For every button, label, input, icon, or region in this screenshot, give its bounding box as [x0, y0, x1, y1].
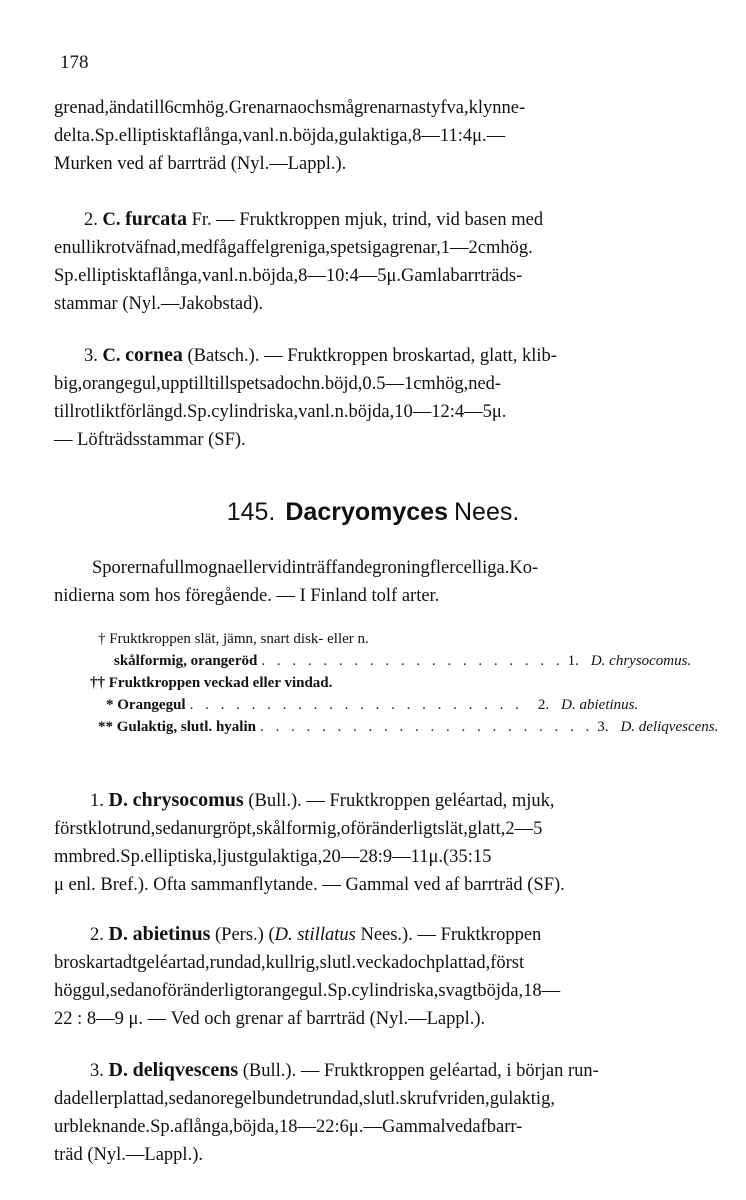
word: elliptiskt — [78, 266, 143, 286]
word: ända — [108, 98, 144, 118]
word: oföränderligt — [152, 981, 249, 1001]
heading-genus: Dacryomyces — [285, 498, 448, 526]
entry-text: (Pers.) ( — [215, 925, 275, 945]
word: sedan — [168, 1089, 211, 1109]
word: Sp. — [54, 266, 79, 286]
word: eller — [234, 558, 268, 578]
word: och — [297, 98, 325, 118]
key-text: † Fruktkroppen slät, jämn, snart disk- eller n. — [98, 631, 369, 647]
word: ullik — [71, 238, 106, 258]
text-line: nidierna som hos föregående. — I Finland tolf arter. — [54, 586, 440, 606]
text-line — [54, 1085, 714, 1113]
word: först — [490, 953, 525, 973]
word: Ko- — [509, 558, 539, 578]
entry-text: Fr. — Fruktkroppen mjuk, trind, vid basen med — [191, 210, 544, 230]
text-line: 22 : 8—9 μ. — Ved och grenar af barrträd (Nyl.—Lappl.). — [54, 1009, 486, 1029]
word: upptill — [160, 374, 210, 394]
entry-text: (Bull.). — Fruktkroppen geléartad, i början run- — [242, 1061, 599, 1081]
word: mm — [54, 847, 83, 867]
word: elliptiska, — [144, 847, 217, 867]
entry-number: 3. — [90, 1061, 104, 1081]
word: rundad, — [307, 1089, 364, 1109]
key-leader-dots: . . . . . . . . . . . . . . . . . . . . — [261, 653, 564, 669]
word: eller — [80, 1089, 114, 1109]
word: ned- — [468, 374, 502, 394]
text-line — [54, 94, 714, 122]
species-entry-deliqvescens — [54, 1056, 714, 1169]
entry-text: Nees.). — Fruktkroppen — [360, 925, 542, 945]
word: cylindriska, — [211, 402, 299, 422]
key-leader-dots: . . . . . . . . . . . . . . . . . . . . . . — [259, 719, 594, 735]
intro-paragraph — [54, 94, 714, 178]
word: Sp. — [327, 981, 352, 1001]
text-line — [54, 1113, 714, 1141]
word: flercelliga. — [429, 558, 510, 578]
word: cylindriska, — [351, 981, 439, 1001]
key-row — [90, 716, 719, 738]
word: plattad, — [435, 953, 491, 973]
word: sedan — [155, 819, 198, 839]
word: spetsiga — [330, 238, 390, 258]
word: hög. — [500, 238, 533, 258]
word: skålformig, — [256, 819, 341, 839]
word: kullrig, — [265, 953, 320, 973]
word: : — [467, 847, 473, 867]
text-line — [54, 977, 714, 1005]
word: rundad, — [209, 953, 266, 973]
entry-number: 1. — [90, 791, 104, 811]
word: slät, — [437, 819, 468, 839]
genus-heading — [0, 498, 746, 527]
word: med — [180, 238, 213, 258]
page-number: 178 — [60, 52, 89, 73]
word: få — [212, 238, 228, 258]
species-key — [90, 628, 719, 738]
entry-first-line — [54, 786, 714, 815]
key-species: D. deliqvescens. — [620, 719, 719, 735]
genus-abbrev: C. — [102, 346, 121, 366]
text-line — [54, 234, 714, 262]
key-text: †† Fruktkroppen veckad eller vindad. — [90, 675, 333, 691]
word: μ. — [491, 402, 507, 422]
key-row — [90, 672, 690, 694]
word: 6 — [339, 1117, 349, 1137]
word: fullmogna — [158, 558, 235, 578]
word: vanl. — [201, 266, 239, 286]
genus-description — [54, 554, 712, 610]
word: urbleknande. — [54, 1117, 151, 1137]
word: μ. — [428, 847, 444, 867]
text-line — [54, 262, 714, 290]
key-number: 2. — [537, 697, 550, 713]
text-line — [54, 122, 714, 150]
key-row — [90, 628, 690, 650]
word: : — [377, 847, 383, 867]
heading-author: Nees. — [453, 498, 520, 526]
word: 8—10 — [298, 266, 345, 286]
word: böjda, — [252, 266, 299, 286]
word: tillspetsad — [209, 374, 285, 394]
word: Sp. — [120, 847, 145, 867]
word: 4 — [462, 126, 473, 146]
word: elliptiskt — [118, 126, 184, 146]
word: inträffande — [291, 558, 373, 578]
word: — — [363, 1117, 382, 1137]
word: hög, — [435, 374, 469, 394]
key-row — [90, 694, 690, 716]
word: styfva, — [418, 98, 469, 118]
word: gulaktiga, — [248, 847, 323, 867]
word: n. — [310, 374, 325, 394]
text-line — [54, 815, 714, 843]
genus-abbrev: D. — [108, 923, 128, 945]
word: böjda, — [348, 402, 395, 422]
word: cm — [173, 98, 197, 118]
word: aflånga, — [174, 1117, 234, 1137]
genus-abbrev: D. — [108, 789, 128, 811]
entry-number: 2. — [84, 210, 98, 230]
word: grenad, — [54, 98, 109, 118]
word: Sp. — [187, 402, 212, 422]
text-line: — Löfträdsstammar (SF). — [54, 430, 246, 450]
key-leader-dots: . . . . . . . . . . . . . . . . . . . . . . — [189, 697, 523, 713]
key-species: D. abietinus. — [561, 697, 639, 713]
word: grenar, — [389, 238, 441, 258]
synonym-name: D. stillatus — [274, 925, 356, 945]
word: Sp. — [94, 126, 119, 146]
word: ved — [445, 1117, 473, 1137]
key-species: D. chrysocomus. — [590, 653, 692, 669]
word: aflånga, — [183, 126, 243, 146]
entry-text: (Batsch.). — Fruktkroppen broskartad, glatt, klib- — [187, 346, 557, 366]
word: : — [457, 126, 463, 146]
text-line — [92, 554, 712, 582]
word: först — [54, 819, 88, 839]
word: 1—2 — [440, 238, 478, 258]
word: böjda, — [292, 126, 339, 146]
word: μ. — [472, 126, 487, 146]
word: klotrund, — [87, 819, 156, 839]
text-line: träd (Nyl.—Lappl.). — [54, 1145, 203, 1165]
word: och — [284, 374, 311, 394]
word: rotväfnad, — [105, 238, 181, 258]
word: delta. — [54, 126, 95, 146]
word: Sporerna — [92, 558, 159, 578]
genus-abbrev: C. — [102, 210, 121, 230]
word: sedan — [110, 981, 153, 1001]
species-entry-cornea — [54, 341, 714, 454]
word: svagt — [438, 981, 478, 1001]
text-line — [54, 398, 714, 426]
word: (35 — [443, 847, 468, 867]
text-line: μ enl. Bref.). Ofta sammanflytande. — Gammal ved af barrträd (SF). — [54, 875, 565, 895]
species-entry-furcata — [54, 205, 714, 318]
word: 4—5 — [349, 266, 387, 286]
entry-first-line — [54, 205, 714, 234]
genus-abbrev: D. — [108, 1059, 128, 1081]
word: rotlikt — [74, 402, 120, 422]
word: 0.5—1 — [362, 374, 414, 394]
species-entry-abietinus — [54, 920, 714, 1033]
species-entry-chrysocomus — [54, 786, 714, 899]
text-line: Murken ved af barrträd (Nyl.—Lappl.). — [54, 154, 347, 174]
word: Gamla — [401, 266, 451, 286]
word: plattad, — [113, 1089, 169, 1109]
word: veckad — [356, 953, 409, 973]
species-name: furcata — [125, 208, 187, 230]
word: urgröpt, — [197, 819, 257, 839]
word: slutl. — [363, 1089, 400, 1109]
heading-number: 145. — [226, 498, 276, 526]
word: barrträds- — [450, 266, 523, 286]
word: böjda, — [233, 1117, 280, 1137]
word: Gammal — [381, 1117, 446, 1137]
word: 10—12 — [394, 402, 450, 422]
species-name: cornea — [125, 344, 183, 366]
word: : — [344, 266, 350, 286]
word: big, — [54, 374, 83, 394]
word: hög. — [196, 98, 229, 118]
word: Sp. — [150, 1117, 175, 1137]
word: 18—22 — [279, 1117, 335, 1137]
word: 18— — [523, 981, 561, 1001]
word: skrufvriden, — [399, 1089, 490, 1109]
word: 2—5 — [505, 819, 543, 839]
word: n. — [238, 266, 253, 286]
word: vid — [267, 558, 292, 578]
word: 15 — [472, 847, 492, 867]
word: höggul, — [54, 981, 111, 1001]
word: smågrenarna — [324, 98, 419, 118]
word: groning — [372, 558, 430, 578]
entry-first-line — [54, 920, 714, 949]
word: μ. — [386, 266, 402, 286]
word: vanl. — [242, 126, 280, 146]
word: glatt, — [467, 819, 506, 839]
word: klynne- — [468, 98, 526, 118]
key-number: 1. — [567, 653, 579, 669]
key-text: skålformig, orangeröd — [114, 653, 258, 669]
word: 9—11 — [382, 847, 429, 867]
species-name: abietinus — [132, 923, 211, 945]
word: broskartadt — [54, 953, 138, 973]
species-name: chrysocomus — [132, 789, 244, 811]
word: en — [54, 238, 72, 258]
word: till — [54, 402, 75, 422]
key-row — [90, 650, 690, 672]
word: oföränderligt — [340, 819, 438, 839]
word: 4—5 — [454, 402, 492, 422]
word: : — [334, 1117, 340, 1137]
word: μ. — [348, 1117, 364, 1137]
species-name: deliqvescens — [132, 1059, 239, 1081]
entry-first-line — [54, 341, 714, 370]
key-number: 3. — [597, 719, 609, 735]
word: till — [143, 98, 165, 118]
word: böjd, — [324, 374, 363, 394]
word: barr- — [486, 1117, 523, 1137]
word: ljust — [216, 847, 249, 867]
text-line — [54, 949, 714, 977]
entry-text: (Bull.). — Fruktkroppen geléartad, mjuk, — [248, 791, 555, 811]
word: gulaktiga, — [338, 126, 413, 146]
entry-number: 3. — [84, 346, 98, 366]
word: dad — [54, 1089, 81, 1109]
key-text: ** Gulaktig, slutl. hyalin — [98, 719, 256, 735]
text-line — [54, 843, 714, 871]
entry-first-line — [54, 1056, 714, 1085]
word: slutl. — [319, 953, 357, 973]
word: aflånga, — [142, 266, 202, 286]
key-text: * Orangegul — [106, 697, 186, 713]
word: : — [449, 402, 455, 422]
word: förlängd. — [119, 402, 188, 422]
word: orangegul, — [82, 374, 161, 394]
word: — — [486, 126, 506, 146]
word: oregelbundet — [210, 1089, 308, 1109]
word: 8—11 — [412, 126, 458, 146]
text-line — [54, 370, 714, 398]
word: vanl. — [298, 402, 335, 422]
word: cm — [477, 238, 501, 258]
text-line: stammar (Nyl.—Jakobstad). — [54, 294, 264, 314]
word: böjda, — [477, 981, 524, 1001]
word: af — [472, 1117, 487, 1137]
entry-number: 2. — [90, 925, 104, 945]
word: 20—28 — [322, 847, 378, 867]
word: 6 — [164, 98, 174, 118]
word: orangegul. — [248, 981, 328, 1001]
word: och — [408, 953, 436, 973]
word: cm — [413, 374, 436, 394]
word: gaffelgreniga, — [227, 238, 331, 258]
word: n. — [334, 402, 349, 422]
word: gulaktig, — [489, 1089, 555, 1109]
word: bred. — [82, 847, 121, 867]
word: geléartad, — [137, 953, 210, 973]
word: n. — [279, 126, 293, 146]
word: Grenarna — [228, 98, 298, 118]
